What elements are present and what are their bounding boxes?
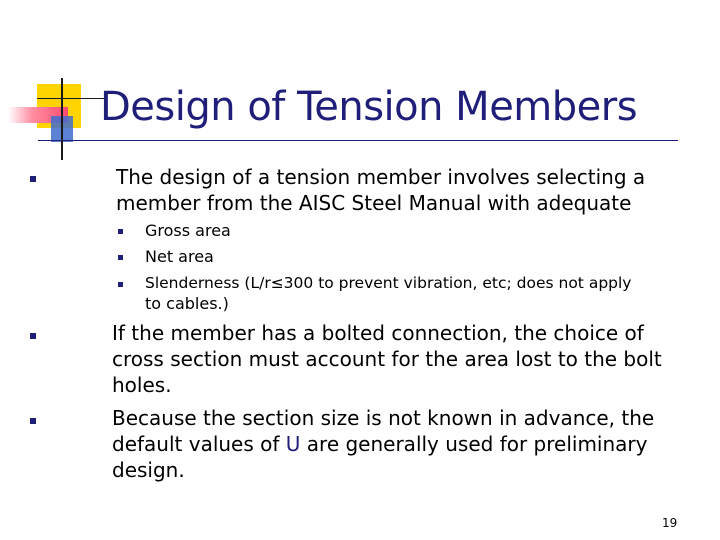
bullet-3-line-3: design. <box>112 458 185 482</box>
bullet-marker <box>30 418 36 424</box>
sub-bullet-slenderness-line-2: to cables.) <box>145 294 229 313</box>
slide-title: Design of Tension Members <box>100 84 638 130</box>
sub-bullet-marker <box>118 229 123 234</box>
sub-bullet-marker <box>118 255 123 260</box>
sub-bullet-marker <box>118 282 123 287</box>
u-symbol: U <box>285 432 301 456</box>
sub-bullet-net-area: Net area <box>145 247 214 266</box>
bullet-2-line-2: cross section must account for the area lost to the bolt <box>112 347 662 371</box>
bullet-1-line-2: member from the AISC Steel Manual with adequate <box>116 191 632 215</box>
bullet-2-line-3: holes. <box>112 373 172 397</box>
bullet-1-line-1: The design of a tension member involves selecting a <box>116 165 646 189</box>
page-number: 19 <box>662 516 678 530</box>
bullet-marker <box>30 176 36 182</box>
title-underline <box>38 140 678 141</box>
bullet-3-line-1: Because the section size is not known in advance, the <box>112 406 655 430</box>
deco-vertical-line <box>61 78 63 160</box>
deco-horizontal-line <box>37 98 107 99</box>
bullet-3-line-2-before: default values of <box>112 432 286 456</box>
sub-bullet-slenderness-line-1: Slenderness (L/r≤300 to prevent vibration, etc; does not apply <box>145 274 632 292</box>
sub-bullet-gross-area: Gross area <box>145 221 231 240</box>
bullet-3-line-2 <box>112 432 647 456</box>
bullet-3-line-2-after: are generally used for preliminary <box>300 432 648 456</box>
bullet-2-line-1: If the member has a bolted connection, the choice of <box>112 321 644 345</box>
bullet-marker <box>30 333 36 339</box>
